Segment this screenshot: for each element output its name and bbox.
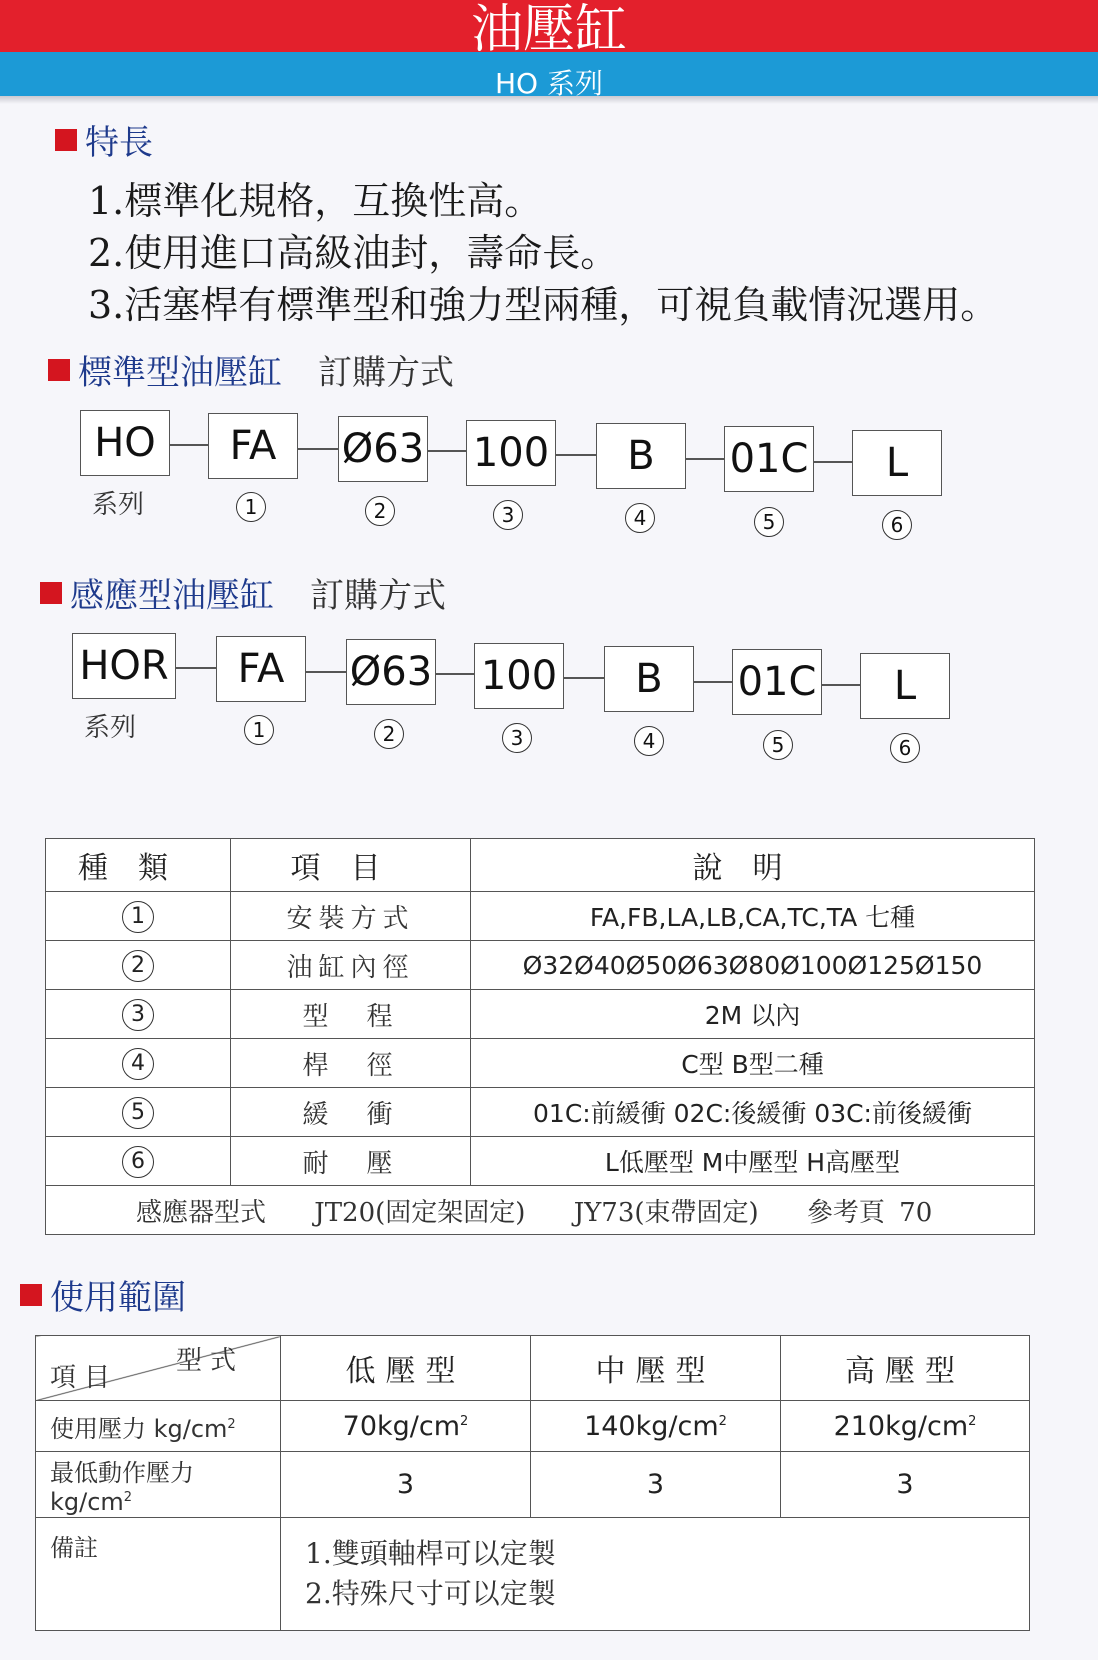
features-heading-text: 特長 bbox=[85, 123, 153, 163]
sensor-reference: 參考頁 70 bbox=[806, 1197, 933, 1228]
usage-value bbox=[781, 1401, 1030, 1452]
connector-line bbox=[306, 671, 346, 673]
connector-line bbox=[686, 458, 724, 460]
circled-number: 3 bbox=[122, 999, 154, 1031]
feature-item: 1.標準化規格，互換性高。 bbox=[88, 179, 543, 223]
spec-table-header bbox=[46, 839, 1035, 892]
connector-line bbox=[298, 448, 338, 450]
circled-number: 5 bbox=[763, 730, 793, 760]
circled-number: 1 bbox=[236, 492, 266, 522]
row-item: 緩 衝 bbox=[231, 1088, 471, 1137]
connector-line bbox=[814, 461, 852, 463]
circled-number: 3 bbox=[493, 500, 523, 530]
row-desc: Ø32Ø40Ø50Ø63Ø80Ø100Ø125Ø150 bbox=[471, 941, 1035, 990]
standard-order-heading bbox=[48, 345, 454, 394]
connector-line bbox=[176, 667, 216, 669]
header-item: 項目 bbox=[231, 839, 471, 892]
row-desc: FA,FB,LA,LB,CA,TC,TA 七種 bbox=[471, 892, 1035, 941]
circled-number: 3 bbox=[502, 723, 532, 753]
circled-number: 5 bbox=[754, 507, 784, 537]
row-label-text: 使用壓力 kg/cm bbox=[50, 1414, 228, 1443]
table-row bbox=[46, 1039, 1035, 1088]
row-desc: 01C:前緩衝 02C:後緩衝 03C:前後緩衝 bbox=[471, 1088, 1035, 1137]
header-desc: 說明 bbox=[471, 839, 1035, 892]
row-item: 耐 壓 bbox=[231, 1137, 471, 1186]
circled-number: 6 bbox=[890, 733, 920, 763]
usage-value: 3 bbox=[781, 1452, 1030, 1518]
feature-item: 2.使用進口高級油封，壽命長。 bbox=[88, 231, 619, 275]
unit-sup: 2 bbox=[460, 1413, 469, 1429]
connector-line bbox=[428, 450, 466, 452]
row-label bbox=[36, 1401, 281, 1452]
note-item: 2.特殊尺寸可以定製 bbox=[305, 1577, 556, 1610]
circled-number: 2 bbox=[122, 950, 154, 982]
code-box-2: Ø63 bbox=[338, 416, 428, 482]
page-subtitle: HO 系列 bbox=[495, 67, 603, 100]
connector-line bbox=[170, 444, 208, 446]
usage-heading-text: 使用範圍 bbox=[50, 1278, 186, 1318]
code-box-series: HO bbox=[80, 410, 170, 476]
row-label bbox=[36, 1452, 281, 1518]
sensor-jt20: JT20(固定架固定) bbox=[314, 1197, 526, 1228]
sensor-label: 感應器型式 bbox=[136, 1197, 267, 1228]
usage-value bbox=[281, 1401, 531, 1452]
table-row bbox=[46, 892, 1035, 941]
series-label: 系列 bbox=[84, 713, 137, 743]
note-item: 1.雙頭軸桿可以定製 bbox=[305, 1537, 556, 1570]
sensor-order-code bbox=[72, 633, 992, 773]
row-label-text: 最低動作壓力 kg/cm bbox=[50, 1459, 194, 1516]
bullet-square-icon bbox=[40, 582, 62, 604]
row-item: 型 程 bbox=[231, 990, 471, 1039]
sensor-row bbox=[46, 1186, 1035, 1235]
bullet-square-icon bbox=[20, 1284, 42, 1306]
corner-cell bbox=[36, 1336, 281, 1401]
bullet-square-icon bbox=[55, 129, 77, 151]
usage-value bbox=[531, 1401, 781, 1452]
code-box-4: B bbox=[596, 423, 686, 489]
circled-number: 4 bbox=[625, 503, 655, 533]
table-row bbox=[36, 1401, 1030, 1452]
feature-item: 3.活塞桿有標準型和強力型兩種，可視負載情況選用。 bbox=[88, 283, 999, 327]
connector-line bbox=[564, 677, 604, 679]
circled-number: 4 bbox=[122, 1048, 154, 1080]
connector-line bbox=[436, 673, 474, 675]
unit-sup: 2 bbox=[718, 1413, 727, 1429]
code-box-series: HOR bbox=[72, 633, 176, 699]
table-row bbox=[36, 1518, 1030, 1631]
table-row bbox=[46, 1088, 1035, 1137]
value-text: 210kg/cm bbox=[833, 1410, 969, 1442]
row-desc: 2M 以內 bbox=[471, 990, 1035, 1039]
row-item: 安裝方式 bbox=[231, 892, 471, 941]
code-box-1: FA bbox=[216, 636, 306, 702]
code-box-6: L bbox=[852, 430, 942, 496]
code-box-3: 100 bbox=[474, 643, 564, 709]
circled-number: 1 bbox=[244, 715, 274, 745]
bullet-square-icon bbox=[48, 359, 70, 381]
features-heading bbox=[55, 115, 153, 164]
sensor-order-title: 感應型油壓缸 bbox=[70, 576, 274, 616]
circled-number: 2 bbox=[374, 719, 404, 749]
standard-order-code bbox=[80, 410, 1000, 550]
features-list bbox=[88, 175, 998, 331]
code-box-4: B bbox=[604, 646, 694, 712]
note-label: 備註 bbox=[36, 1518, 281, 1631]
unit-sup: 2 bbox=[968, 1413, 977, 1429]
standard-order-title: 標準型油壓缸 bbox=[78, 353, 282, 393]
value-text: 70kg/cm bbox=[342, 1410, 461, 1442]
code-box-1: FA bbox=[208, 413, 298, 479]
page-title: 油壓缸 bbox=[470, 0, 627, 60]
circled-number: 5 bbox=[122, 1097, 154, 1129]
series-label: 系列 bbox=[92, 490, 145, 520]
value-text: 140kg/cm bbox=[584, 1410, 719, 1442]
header-low: 低壓型 bbox=[281, 1336, 531, 1401]
note-cell bbox=[281, 1518, 1030, 1631]
row-desc: L低壓型 M中壓型 H高壓型 bbox=[471, 1137, 1035, 1186]
usage-heading bbox=[20, 1270, 186, 1319]
sensor-order-heading bbox=[40, 568, 446, 617]
circled-number: 6 bbox=[882, 510, 912, 540]
code-box-2: Ø63 bbox=[346, 639, 436, 705]
header-mid: 中壓型 bbox=[531, 1336, 781, 1401]
spec-table bbox=[45, 838, 1035, 1235]
connector-line bbox=[822, 684, 860, 686]
header-high: 高壓型 bbox=[781, 1336, 1030, 1401]
usage-header bbox=[36, 1336, 1030, 1401]
sensor-jy73: JY73(束帶固定) bbox=[573, 1197, 759, 1228]
code-box-3: 100 bbox=[466, 420, 556, 486]
code-box-5: 01C bbox=[724, 426, 814, 492]
connector-line bbox=[556, 454, 596, 456]
code-box-6: L bbox=[860, 653, 950, 719]
header-banner bbox=[0, 0, 1098, 115]
code-box-5: 01C bbox=[732, 649, 822, 715]
corner-top-label: 型式 bbox=[175, 1346, 244, 1376]
unit-sup: 2 bbox=[123, 1490, 133, 1505]
standard-order-subtitle: 訂購方式 bbox=[318, 353, 454, 393]
usage-value: 3 bbox=[531, 1452, 781, 1518]
connector-line bbox=[694, 681, 732, 683]
circled-number: 1 bbox=[122, 901, 154, 933]
row-item: 桿 徑 bbox=[231, 1039, 471, 1088]
unit-sup: 2 bbox=[227, 1416, 236, 1432]
row-item: 油缸內徑 bbox=[231, 941, 471, 990]
usage-table bbox=[35, 1335, 1030, 1631]
table-row bbox=[46, 990, 1035, 1039]
circled-number: 4 bbox=[634, 726, 664, 756]
corner-bottom-label: 項目 bbox=[50, 1363, 119, 1393]
header-type: 種類 bbox=[46, 839, 231, 892]
sensor-type-cell bbox=[46, 1186, 1035, 1235]
table-row bbox=[46, 1137, 1035, 1186]
circled-number: 6 bbox=[122, 1146, 154, 1178]
table-row bbox=[46, 941, 1035, 990]
table-row bbox=[36, 1452, 1030, 1518]
usage-value: 3 bbox=[281, 1452, 531, 1518]
sensor-order-subtitle: 訂購方式 bbox=[310, 576, 446, 616]
row-desc: C型 B型二種 bbox=[471, 1039, 1035, 1088]
circled-number: 2 bbox=[365, 496, 395, 526]
